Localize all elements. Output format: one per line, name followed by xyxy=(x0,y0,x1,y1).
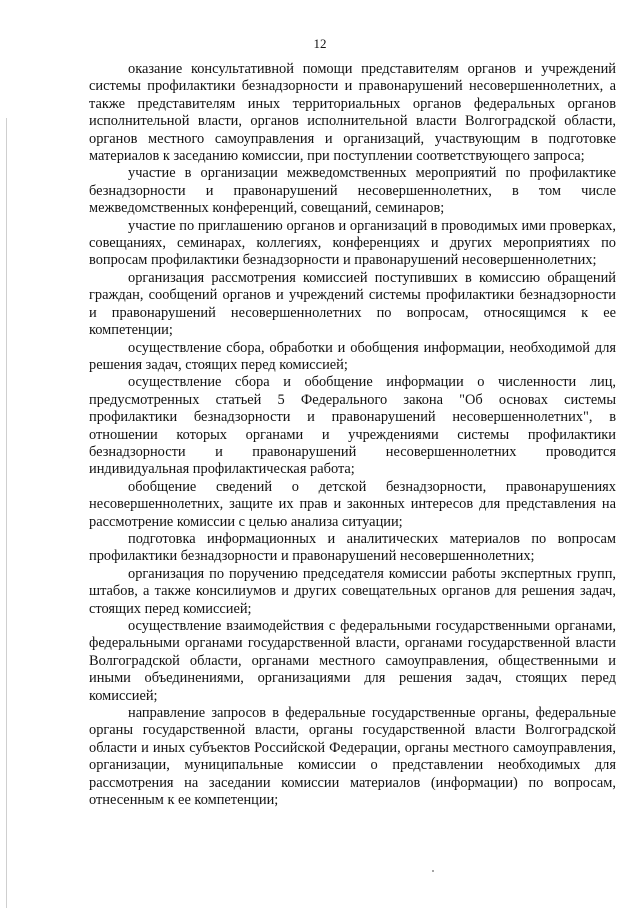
paragraph-interagency-events: участие в организации межведомственных мероприятий по профилактике безнадзорности и правонарушений несовершеннолетних, в том числе межведомственных конференций, совещаний, семинаров; xyxy=(89,165,616,217)
page-number: 12 xyxy=(313,36,327,51)
paragraph-consultative-help: оказание консультативной помощи представителям органов и учреждений системы профилактики безнадзорности и правонарушений несовершеннолетних, а также представителям иных территориальных органов федеральных органов исполнительной власти, органов исполнительной власти Волгоградской области, органов местного самоуправления и организаций, участвующим в подготовке материалов к заседанию комиссии, при поступлении соответствующего запроса; xyxy=(89,61,616,165)
paragraph-analytical-materials: подготовка информационных и аналитических материалов по вопросам профилактики безнадзорности и правонарушений несовершеннолетних; xyxy=(89,530,616,565)
paragraph-citizen-appeals: организация рассмотрения комиссией поступивших в комиссию обращений граждан, сообщений органов и учреждений системы профилактики безнадзорности и правонарушений несовершеннолетних по вопросам, относящимся к ее компетенции; xyxy=(89,269,616,339)
paragraph-information-collection: осуществление сбора, обработки и обобщения информации, необходимой для решения задач, стоящих перед комиссией; xyxy=(89,339,616,373)
document-body xyxy=(89,61,616,809)
paragraph-requests: направление запросов в федеральные государственные органы, федеральные органы государственной власти, органы государственной власти Волгоградской области и иных субъектов Российской Федерации, органы местного самоуправления, организации, муниципальные комиссии о представлении необходимых для рассмотрения на заседании комиссии материалов (информации) по вопросам, отнесенным к ее компетенции; xyxy=(89,705,616,809)
scan-margin-line xyxy=(6,118,7,908)
paragraph-cooperation: осуществление взаимодействия с федеральными государственными органами, федеральными органами государственной власти, органами государственной власти Волгоградской области, органами местного самоуправления, общественными и иными объединениями, организациями для решения задач, стоящих перед комиссией; xyxy=(89,618,616,704)
scan-speck xyxy=(432,870,434,872)
paragraph-neglect-summary: обобщение сведений о детской безнадзорности, правонарушениях несовершеннолетних, защите их прав и законных интересов для представления на рассмотрение комиссии с целью анализа ситуации; xyxy=(89,478,616,530)
paragraph-expert-groups: организация по поручению председателя комиссии работы экспертных групп, штабов, а также консилиумов и других совещательных органов для решения задач, стоящих перед комиссией; xyxy=(89,565,616,617)
paragraph-participation-inspections: участие по приглашению органов и организаций в проводимых ими проверках, совещаниях, семинарах, коллегиях, конференциях и других мероприятиях по вопросам профилактики безнадзорности и правонарушений несовершеннолетних; xyxy=(89,217,616,269)
paragraph-persons-count: осуществление сбора и обобщение информации о численности лиц, предусмотренных статьей 5 Федерального закона "Об основах системы профилактики безнадзорности и правонарушений несовершеннолетних", в отношении которых органами и учреждениями системы профилактики безнадзорности и правонарушений несовершеннолетних проводится индивидуальная профилактическая работа; xyxy=(89,374,616,478)
